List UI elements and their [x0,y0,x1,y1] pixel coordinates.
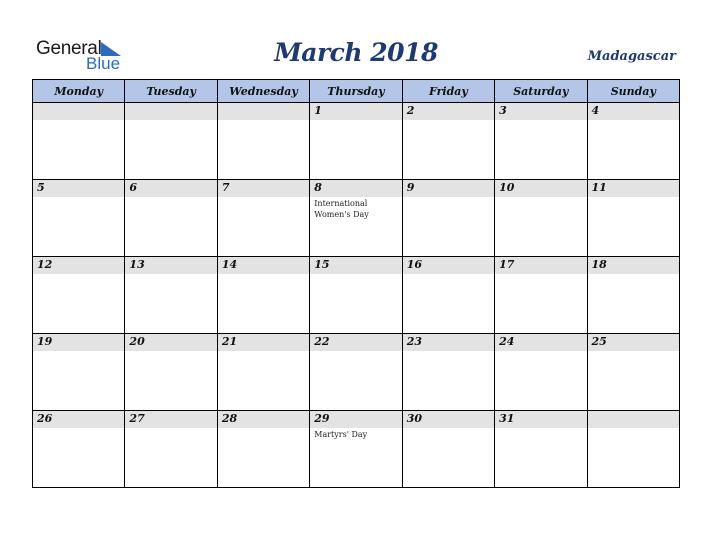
day-number-bar [218,180,309,197]
weekday-header: Tuesday [125,80,217,103]
day-number: 26 [37,412,53,425]
day-number-bar [33,103,124,120]
day-cell [402,411,494,488]
day-cell [33,257,125,334]
day-number-bar [310,257,401,274]
holiday-label [218,274,309,276]
weekday-header: Sunday [587,80,679,103]
day-cell [217,180,309,257]
week-row [33,257,680,334]
day-number: 14 [221,258,238,271]
day-number: 5 [37,181,45,194]
day-number: 1 [314,104,322,117]
day-number: 29 [314,412,330,425]
day-cell [217,257,309,334]
day-number-bar [495,334,586,351]
day-cell [125,257,217,334]
day-number-bar [310,180,401,197]
holiday-label [310,351,401,353]
day-number: 8 [314,181,322,194]
day-number-bar [403,103,494,120]
day-cell [217,411,309,488]
holiday-label [310,274,401,276]
holiday-label [218,351,309,353]
day-number: 24 [499,335,515,348]
holiday-label [125,197,216,199]
day-number-bar [310,103,401,120]
day-number: 30 [406,412,422,425]
day-cell [402,103,494,180]
holiday-label [495,274,586,276]
holiday-label [125,120,216,122]
holiday-label [125,428,216,430]
day-number: 15 [314,258,330,271]
day-number-bar [125,257,216,274]
holiday-label [33,274,124,276]
day-number: 2 [406,104,415,117]
day-number: 31 [499,412,515,425]
day-number-bar [495,180,586,197]
holiday-label [403,197,494,199]
holiday-label [588,351,679,353]
day-number: 6 [129,181,138,194]
month-calendar [32,79,680,488]
week-row [33,103,680,180]
day-number-bar [588,411,679,428]
holiday-label [218,120,309,122]
day-cell [495,180,587,257]
holiday-label [495,351,586,353]
day-number: 10 [499,181,515,194]
day-number-bar [495,411,586,428]
holiday-label [403,274,494,276]
day-cell [310,103,402,180]
day-cell [495,257,587,334]
holiday-label [33,197,124,199]
day-cell [402,180,494,257]
day-number: 28 [221,412,238,425]
day-cell [310,257,402,334]
day-number: 11 [591,181,607,194]
day-cell [125,411,217,488]
holiday-label [588,274,679,276]
day-number: 19 [37,335,53,348]
day-number: 4 [591,104,600,117]
day-number: 27 [129,412,145,425]
day-number-bar [403,334,494,351]
day-number-bar [33,257,124,274]
day-cell [125,334,217,411]
day-cell [310,334,402,411]
day-cell [495,411,587,488]
week-row [33,411,680,488]
day-number-bar [33,180,124,197]
day-number-bar [310,334,401,351]
holiday-label [218,428,309,430]
day-number-bar [218,257,309,274]
day-cell [587,257,679,334]
day-number-bar [495,257,586,274]
day-cell [402,257,494,334]
holiday-label [33,120,124,122]
weekday-header: Wednesday [217,80,309,103]
day-number: 20 [129,335,145,348]
holiday-label [495,197,586,199]
day-cell [125,180,217,257]
holiday-label [495,428,586,430]
day-cell [587,103,679,180]
day-cell [217,334,309,411]
holiday-label [588,120,679,122]
day-number-bar [588,103,679,120]
day-number-bar [125,103,216,120]
calendar-title: March 2018 [274,38,438,67]
day-number: 18 [591,258,607,271]
day-number: 25 [591,335,607,348]
day-number-bar [218,103,309,120]
holiday-label [588,197,679,199]
day-number-bar [310,411,401,428]
week-row [33,180,680,257]
holiday-label [403,351,494,353]
day-number: 21 [221,335,238,348]
day-number: 12 [37,258,53,271]
day-cell [33,180,125,257]
day-cell [125,103,217,180]
day-cell [33,411,125,488]
day-cell [33,334,125,411]
day-number-bar [588,334,679,351]
logo-text-blue: Blue [86,54,121,73]
day-number: 7 [221,181,230,194]
day-cell [587,180,679,257]
day-number-bar [218,334,309,351]
day-number: 22 [314,335,330,348]
holiday-label [403,428,494,430]
day-number: 3 [499,104,507,117]
holiday-label [33,351,124,353]
day-number-bar [588,257,679,274]
holiday-label [403,120,494,122]
day-cell [217,103,309,180]
weekday-header-row [33,80,680,103]
day-cell [310,411,402,488]
day-number: 9 [406,181,415,194]
logo-text-general: General [36,38,102,59]
day-number-bar [125,334,216,351]
holiday-label [218,197,309,199]
day-number-bar [125,180,216,197]
day-number-bar [33,411,124,428]
day-number: 17 [499,258,515,271]
day-cell [495,334,587,411]
day-number-bar [125,411,216,428]
day-number-bar [403,411,494,428]
holiday-label [495,120,586,122]
day-number: 16 [406,258,422,271]
holiday-label [125,274,216,276]
day-number: 13 [129,258,145,271]
country-name: Madagascar [587,49,676,64]
day-cell [495,103,587,180]
weekday-header: Monday [33,80,125,103]
day-number-bar [403,180,494,197]
day-number-bar [33,334,124,351]
day-number-bar [218,411,309,428]
holiday-label: International Women's Day [314,199,369,219]
holiday-label: Martyrs' Day [314,430,368,439]
day-number-bar [588,180,679,197]
day-cell [310,180,402,257]
week-row [33,334,680,411]
holiday-label [310,120,401,122]
weekday-header: Saturday [495,80,587,103]
day-number: 23 [406,335,422,348]
day-number-bar [495,103,586,120]
day-cell [587,334,679,411]
holiday-label [125,351,216,353]
holiday-label [33,428,124,430]
day-cell [33,103,125,180]
day-cell [587,411,679,488]
holiday-label [588,428,679,430]
day-cell [402,334,494,411]
weekday-header: Friday [402,80,494,103]
day-number-bar [403,257,494,274]
weekday-header: Thursday [310,80,402,103]
